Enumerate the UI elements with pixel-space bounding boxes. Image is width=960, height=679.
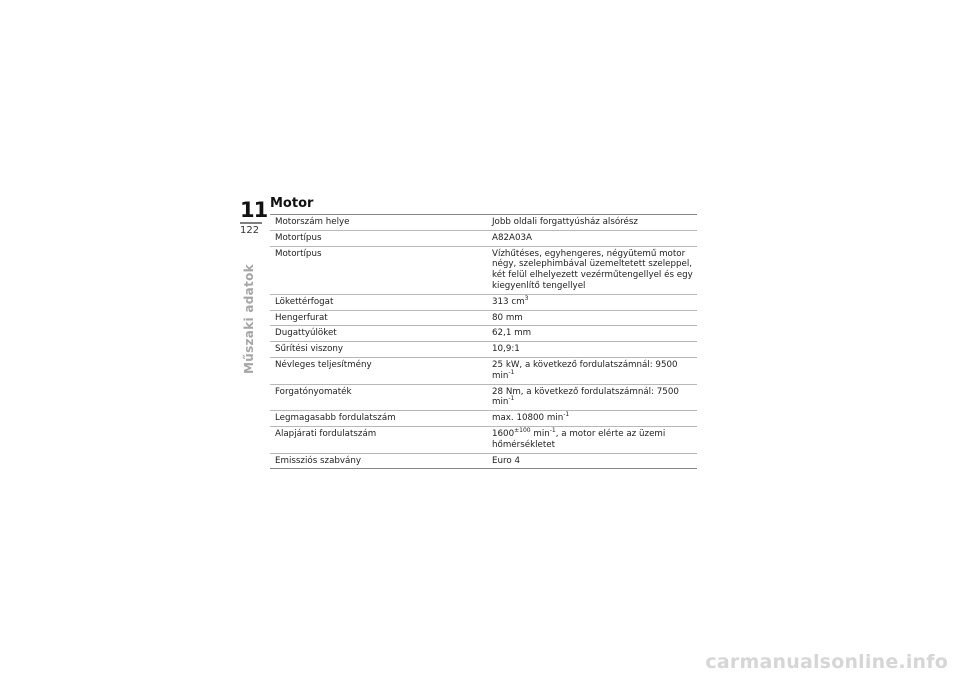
- value-superscript: ±100: [514, 426, 531, 434]
- row-value: 62,1 mm: [487, 326, 697, 342]
- table-row: [270, 342, 697, 358]
- row-label: Forgatónyomaték: [270, 384, 487, 411]
- row-value: [487, 384, 697, 411]
- row-value: [487, 357, 697, 384]
- row-value: [487, 294, 697, 310]
- section-title: Motor: [270, 196, 314, 211]
- table-row: [270, 215, 697, 231]
- value-superscript: 3: [524, 294, 529, 302]
- chapter-side-title: Műszaki adatok: [242, 264, 256, 374]
- row-value: Vízhűtéses, egyhengeres, négyütemű motor négy, szelephimbával üzemeltetett szeleppel, két felül elhelyezett vezérműtengellyel és egy kiegyenlítő tengellyel: [487, 246, 697, 294]
- table-row: [270, 246, 697, 294]
- table-row: [270, 426, 697, 453]
- table-row: [270, 326, 697, 342]
- value-superscript: -1: [549, 426, 556, 434]
- table-row: [270, 294, 697, 310]
- table-row: [270, 230, 697, 246]
- value-text: 1600: [492, 428, 515, 439]
- row-label: Hengerfurat: [270, 310, 487, 326]
- row-label: Emissziós szabvány: [270, 453, 487, 469]
- row-label: Legmagasabb fordulatszám: [270, 411, 487, 427]
- row-value: 10,9:1: [487, 342, 697, 358]
- row-value: [487, 411, 697, 427]
- row-label: Alapjárati fordulatszám: [270, 426, 487, 453]
- table-row: [270, 384, 697, 411]
- row-value: Euro 4: [487, 453, 697, 469]
- value-text: min: [530, 428, 550, 439]
- spec-table: [270, 214, 697, 469]
- row-value: A82A03A: [487, 230, 697, 246]
- value-superscript: -1: [508, 395, 515, 403]
- value-text: , a motor elérte az üzemi hőmérsékletet: [492, 428, 666, 450]
- row-label: Motortípus: [270, 246, 487, 294]
- value-text: 313 cm: [492, 296, 525, 307]
- value-text: 25 kW, a következő fordulatszámnál: 9500 min: [492, 359, 678, 381]
- table-row: [270, 310, 697, 326]
- chapter-number: 11: [240, 198, 268, 222]
- table-row: [270, 357, 697, 384]
- value-superscript: -1: [508, 368, 515, 376]
- row-label: Lökettérfogat: [270, 294, 487, 310]
- table-row: [270, 411, 697, 427]
- row-label: Dugattyúlöket: [270, 326, 487, 342]
- row-value: Jobb oldali forgattyúsház alsórész: [487, 215, 697, 231]
- row-value: 80 mm: [487, 310, 697, 326]
- watermark: carmanualsonline.info: [705, 651, 948, 673]
- row-label: Névleges teljesítmény: [270, 357, 487, 384]
- chapter-rule: [240, 222, 262, 224]
- value-superscript: -1: [563, 411, 570, 419]
- value-text: 28 Nm, a következő fordulatszámnál: 7500 min: [492, 386, 679, 408]
- row-label: Motorszám helye: [270, 215, 487, 231]
- row-value: [487, 426, 697, 453]
- row-label: Sűrítési viszony: [270, 342, 487, 358]
- page-number: 122: [240, 225, 260, 236]
- value-text: max. 10800 min: [492, 413, 564, 424]
- table-row: [270, 453, 697, 469]
- row-label: Motortípus: [270, 230, 487, 246]
